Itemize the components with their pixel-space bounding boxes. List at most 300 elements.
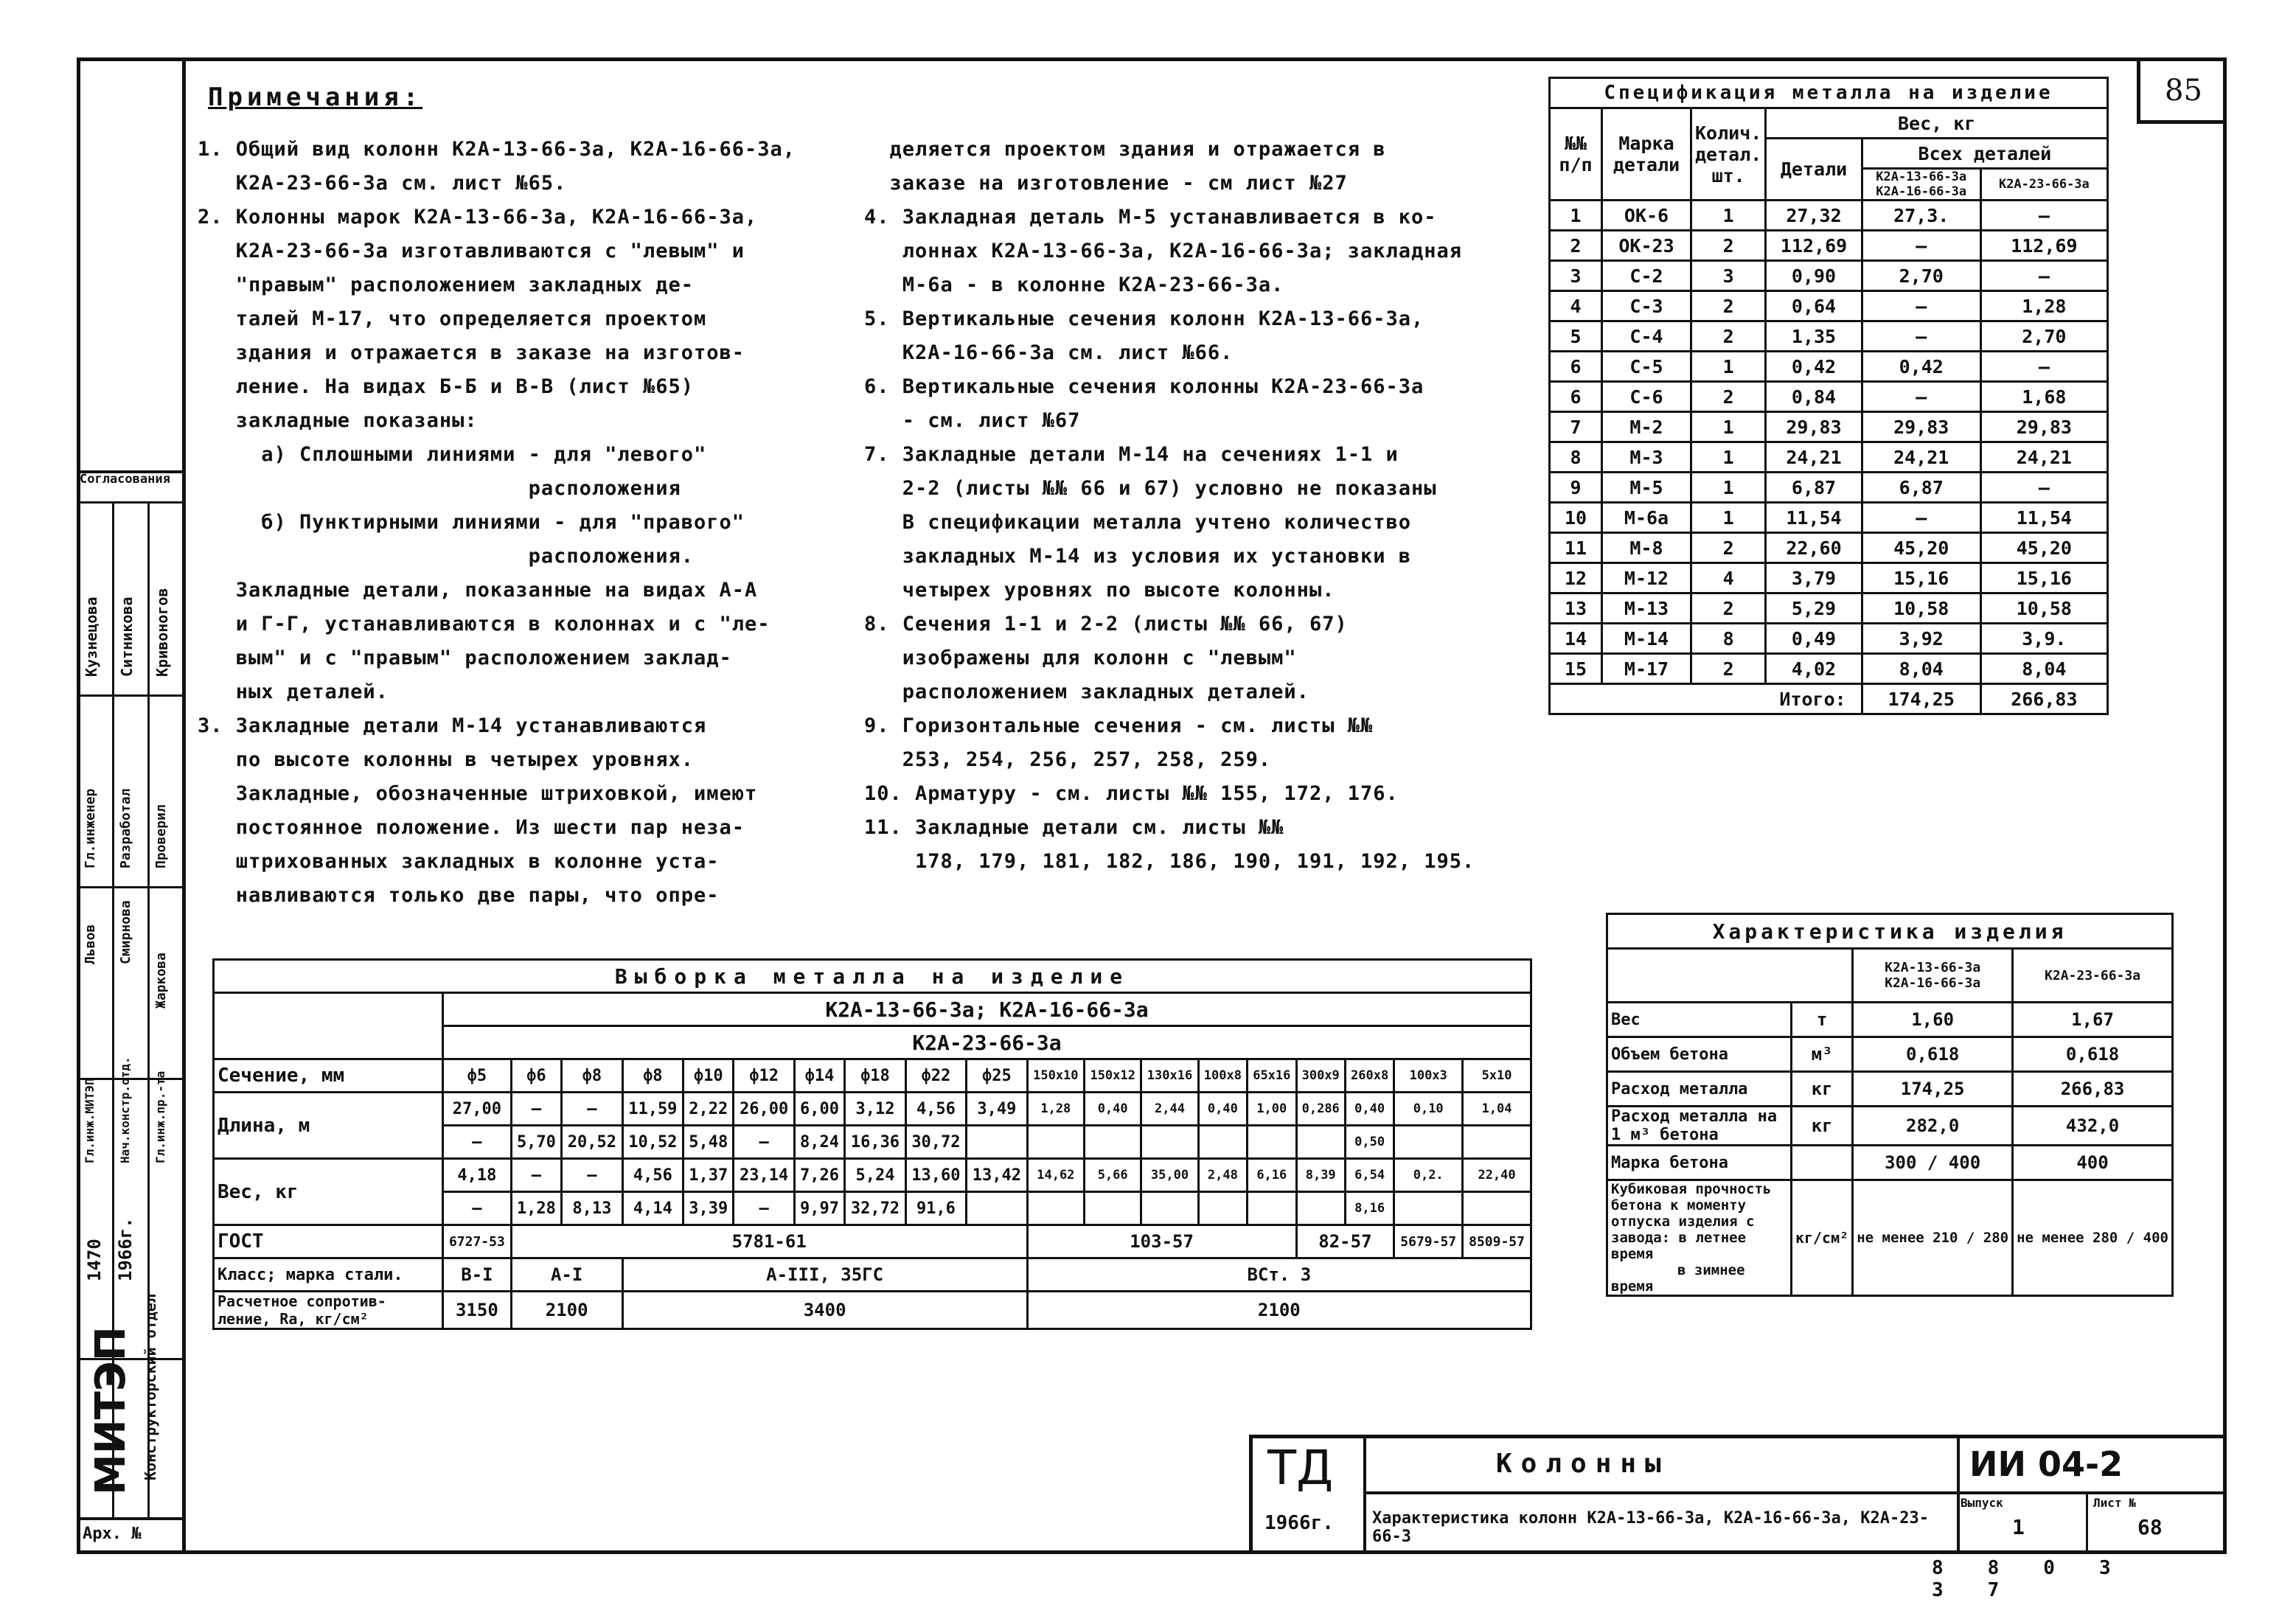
- sel-cell: [967, 1192, 1027, 1225]
- sel-cell: 4,18: [443, 1159, 512, 1192]
- note-line: "правым" расположением закладных де-: [198, 274, 694, 296]
- sel-cell: 5,70: [511, 1126, 561, 1159]
- sel-cell: 5х10: [1463, 1059, 1531, 1093]
- org-name: МИТЭП: [87, 1326, 135, 1495]
- spec-cell: —: [1862, 291, 1980, 321]
- spec-cell: 0,42: [1862, 352, 1980, 382]
- sel-cell: 3,12: [845, 1093, 905, 1126]
- spec-cell: 3,9.: [1980, 624, 2107, 654]
- spec-cell: 2: [1691, 382, 1766, 412]
- spec-cell: 11,54: [1766, 503, 1862, 533]
- spec-cell: 6: [1550, 352, 1602, 382]
- spec-h-qty: Колич. детал. шт.: [1691, 108, 1766, 201]
- char-cell: кг: [1791, 1107, 1852, 1146]
- spec-cell: С-2: [1602, 261, 1691, 291]
- spec-cell: 9: [1550, 473, 1602, 503]
- char-cell: 1,67: [2013, 1003, 2173, 1037]
- notes-title: Примечания:: [208, 83, 423, 112]
- sel-cell: ф22: [905, 1059, 966, 1093]
- sel-cell: —: [511, 1093, 561, 1126]
- note-line: К2А-23-66-3а изготавливаются с "левым" и: [198, 240, 745, 262]
- note-line: закладные показаны:: [198, 409, 478, 432]
- char-cell: 300 / 400: [1853, 1146, 2013, 1180]
- sel-cell: ф14: [794, 1059, 844, 1093]
- sel-cell: 11,59: [622, 1093, 683, 1126]
- spec-cell: 24,21: [1980, 442, 2107, 473]
- spec-cell: М-8: [1602, 533, 1691, 563]
- sel-cell: 7,26: [794, 1159, 844, 1192]
- spec-cell: С-4: [1602, 321, 1691, 352]
- sel-cell: [1296, 1192, 1345, 1225]
- sel-cell: 1,28: [511, 1192, 561, 1225]
- spec-cell: —: [1862, 231, 1980, 261]
- spec-row: [1550, 291, 2108, 321]
- role-developed: Разработал: [118, 788, 133, 868]
- note-line: заказе на изготовление - см лист №27: [864, 172, 1348, 195]
- spec-cell: 112,69: [1766, 231, 1862, 261]
- sel-cell: [1085, 1126, 1141, 1159]
- sel-gost-1: 5781-61: [511, 1225, 1027, 1258]
- sel-cell: [1248, 1192, 1296, 1225]
- sel-cell: 8,13: [562, 1192, 622, 1225]
- spec-cell: 3: [1691, 261, 1766, 291]
- note-line: 5. Вертикальные сечения колонн К2А-13-66-3а,: [864, 307, 1424, 330]
- spec-cell: 10,58: [1862, 593, 1980, 624]
- char-cell: кг: [1791, 1072, 1852, 1107]
- spec-cell: 45,20: [1862, 533, 1980, 563]
- dept-name: Конструкторский отдел: [142, 1294, 159, 1480]
- sel-cell: 6,16: [1248, 1159, 1296, 1192]
- spec-cell: 2: [1691, 593, 1766, 624]
- note-line: - см. лист №67: [864, 409, 1081, 432]
- spec-cell: 2: [1691, 231, 1766, 261]
- sel-title: Выборка металла на изделие: [214, 960, 1531, 993]
- note-line: Закладные, обозначенные штриховкой, имеют: [198, 782, 758, 805]
- spec-cell: 4: [1691, 563, 1766, 593]
- spec-cell: 0,84: [1766, 382, 1862, 412]
- spec-cell: 2: [1691, 321, 1766, 352]
- spec-cell: 14: [1550, 624, 1602, 654]
- sel-cell: —: [443, 1192, 512, 1225]
- sel-cell: ф12: [734, 1059, 794, 1093]
- spec-cell: —: [1862, 382, 1980, 412]
- sel-gost-0: 6727-53: [443, 1225, 512, 1258]
- spec-h-weight: Вес, кг: [1766, 108, 2108, 139]
- stamp-td: ТД: [1267, 1441, 1334, 1496]
- title-stamp: [1249, 1435, 2227, 1554]
- sel-cell: 0,40: [1198, 1093, 1247, 1126]
- sel-gost-4: 5679-57: [1394, 1225, 1463, 1258]
- spec-total-c1: 174,25: [1862, 684, 1980, 714]
- note-line: расположением закладных деталей.: [864, 680, 1309, 703]
- sel-cell: [1027, 1126, 1084, 1159]
- spec-cell: 27,3.: [1862, 201, 1980, 231]
- sel-cell: 13,60: [905, 1159, 966, 1192]
- spec-cell: 4: [1550, 291, 1602, 321]
- spec-cell: 2,70: [1862, 261, 1980, 291]
- note-line: б) Пунктирными линиями - для "правого": [198, 511, 745, 534]
- role-dept-head: Нач.констр.отд.: [118, 1056, 132, 1163]
- spec-cell: 8: [1691, 624, 1766, 654]
- sel-cell: [1141, 1126, 1198, 1159]
- sel-sub1: К2А-13-66-3а; К2А-16-66-3а: [443, 993, 1531, 1026]
- char-strength-c1: не менее 210 / 280: [1853, 1180, 2013, 1296]
- sel-resist-3: 2100: [1027, 1292, 1531, 1329]
- spec-cell: 6,87: [1766, 473, 1862, 503]
- spec-row: [1550, 231, 2108, 261]
- spec-cell: 45,20: [1980, 533, 2107, 563]
- spec-cell: 8,04: [1862, 654, 1980, 684]
- spec-h-detail: Детали: [1766, 139, 1862, 201]
- spec-row: [1550, 261, 2108, 291]
- spec-cell: 2: [1550, 231, 1602, 261]
- sel-cell: 20,52: [562, 1126, 622, 1159]
- sel-resist-2: 3400: [622, 1292, 1027, 1329]
- char-cell: 0,618: [2013, 1037, 2173, 1072]
- note-line: 7. Закладные детали М-14 на сечениях 1-1 и: [864, 443, 1399, 466]
- spec-cell: 11: [1550, 533, 1602, 563]
- char-cell: Марка бетона: [1607, 1146, 1792, 1180]
- stamp-year: 1966г.: [1264, 1512, 1334, 1534]
- spec-cell: 3,92: [1862, 624, 1980, 654]
- spec-row: [1550, 563, 2108, 593]
- stamp-td-box: [1253, 1438, 1366, 1550]
- spec-cell: 1: [1691, 201, 1766, 231]
- char-cell: 266,83: [2013, 1072, 2173, 1107]
- sel-cell: 2,48: [1198, 1159, 1247, 1192]
- sel-cell: 35,00: [1141, 1159, 1198, 1192]
- spec-cell: 2: [1691, 291, 1766, 321]
- sel-row-section: Сечение, мм: [214, 1059, 443, 1093]
- sel-gost-3: 82-57: [1296, 1225, 1394, 1258]
- spec-cell: 0,42: [1766, 352, 1862, 382]
- sel-cell: 65х16: [1248, 1059, 1296, 1093]
- name-smirnova: Смирнова: [118, 900, 133, 964]
- stamp-issue: 1: [2012, 1515, 2025, 1539]
- char-title: Характеристика изделия: [1607, 914, 2173, 949]
- role-mitep-engineer: Гл.инж.МИТЭП: [83, 1078, 97, 1163]
- spec-cell: М-2: [1602, 412, 1691, 442]
- spec-cell: 1: [1550, 201, 1602, 231]
- char-strength-label: Кубиковая прочность бетона к моменту отпуска изделия с завода: в летнее время в зимнее время: [1607, 1180, 1792, 1296]
- char-cell: Объем бетона: [1607, 1037, 1792, 1072]
- spec-cell: 3,79: [1766, 563, 1862, 593]
- spec-title: Спецификация металла на изделие: [1550, 78, 2108, 108]
- sel-cell: ф8: [562, 1059, 622, 1093]
- name-lvov: Львов: [83, 924, 98, 964]
- note-line: Закладные детали, показанные на видах А-А: [198, 579, 758, 602]
- spec-cell: 8,04: [1980, 654, 2107, 684]
- char-cell: Вес: [1607, 1003, 1792, 1037]
- note-line: расположения: [198, 477, 681, 500]
- note-line: 2. Колонны марок К2А-13-66-3а, К2А-16-66-3а,: [198, 206, 758, 229]
- spec-cell: М-14: [1602, 624, 1691, 654]
- role-chief-engineer: Гл.инженер: [83, 788, 98, 868]
- char-row: [1607, 1037, 2173, 1072]
- note-line: талей М-17, что определяется проектом: [198, 307, 707, 330]
- sel-cell: 0,286: [1296, 1093, 1345, 1126]
- spec-cell: 15,16: [1980, 563, 2107, 593]
- note-line: вым" и с "правым" расположением заклад-: [198, 647, 732, 669]
- metal-spec-table: [1548, 77, 2109, 715]
- spec-cell: —: [1980, 261, 2107, 291]
- note-line: В спецификации металла учтено количество: [864, 511, 1411, 534]
- spec-cell: М-3: [1602, 442, 1691, 473]
- spec-cell: 7: [1550, 412, 1602, 442]
- sel-cell: —: [734, 1192, 794, 1225]
- sel-row-class: Класс; марка стали.: [214, 1258, 443, 1292]
- name-zharkova: Жаркова: [153, 953, 169, 1009]
- note-line: М-6а - в колонне К2А-23-66-3а.: [864, 274, 1284, 296]
- sel-cell: 260х8: [1345, 1059, 1394, 1093]
- char-strength-c2: не менее 280 / 400: [2013, 1180, 2173, 1296]
- notes-column-1: [198, 133, 861, 913]
- spec-cell: 13: [1550, 593, 1602, 624]
- sel-cell: 150х10: [1027, 1059, 1084, 1093]
- sel-cell: 5,48: [683, 1126, 734, 1159]
- role-project-engineer: Гл.инж.пр.-та: [153, 1070, 167, 1163]
- spec-row: [1550, 352, 2108, 382]
- sel-cell: 32,72: [845, 1192, 905, 1225]
- sel-cell: 100х8: [1198, 1059, 1247, 1093]
- spec-cell: —: [1862, 503, 1980, 533]
- spec-cell: 1: [1691, 412, 1766, 442]
- spec-cell: 27,32: [1766, 201, 1862, 231]
- sel-cell: 23,14: [734, 1159, 794, 1192]
- sel-cell: 16,36: [845, 1126, 905, 1159]
- spec-cell: 1: [1691, 352, 1766, 382]
- spec-cell: 29,83: [1980, 412, 2107, 442]
- archive-number-label: Арх. №: [83, 1525, 142, 1543]
- char-cell: 1,60: [1853, 1003, 2013, 1037]
- sel-cell: 1,37: [683, 1159, 734, 1192]
- stamp-h-issue: Выпуск: [1961, 1496, 2003, 1510]
- char-cell: 432,0: [2013, 1107, 2173, 1146]
- sel-row-gost: ГОСТ: [214, 1225, 443, 1258]
- spec-cell: 6,87: [1862, 473, 1980, 503]
- sel-gost-2: 103-57: [1027, 1225, 1296, 1258]
- spec-cell: ОК-6: [1602, 201, 1691, 231]
- sel-cell: 22,40: [1463, 1159, 1531, 1192]
- sel-cell: 5,24: [845, 1159, 905, 1192]
- sel-cell: [1085, 1192, 1141, 1225]
- char-cell: 400: [2013, 1146, 2173, 1180]
- spec-cell: 2,70: [1980, 321, 2107, 352]
- char-cell: 282,0: [1853, 1107, 2013, 1146]
- char-cell: 0,618: [1853, 1037, 2013, 1072]
- spec-row: [1550, 382, 2108, 412]
- sel-cell: [1394, 1126, 1463, 1159]
- spec-cell: —: [1980, 473, 2107, 503]
- char-cell: м³: [1791, 1037, 1852, 1072]
- sel-cell: —: [562, 1093, 622, 1126]
- spec-cell: 1,28: [1980, 291, 2107, 321]
- spec-row: [1550, 533, 2108, 563]
- spec-cell: 29,83: [1862, 412, 1980, 442]
- char-cell: т: [1791, 1003, 1852, 1037]
- spec-cell: —: [1862, 321, 1980, 352]
- spec-cell: 2: [1691, 654, 1766, 684]
- sel-cell: [1394, 1192, 1463, 1225]
- note-line: расположения.: [198, 545, 694, 568]
- sel-cell: 26,00: [734, 1093, 794, 1126]
- spec-cell: 2: [1691, 533, 1766, 563]
- note-line: 2-2 (листы №№ 66 и 67) условно не показаны: [864, 477, 1437, 500]
- spec-cell: С-3: [1602, 291, 1691, 321]
- note-line: лоннах К2А-13-66-3а, К2А-16-66-3а; закладная: [864, 240, 1463, 262]
- sel-cell: ф25: [967, 1059, 1027, 1093]
- sheet-number: 1470: [84, 1239, 105, 1281]
- stamp-name: Колонны: [1496, 1449, 1670, 1479]
- sel-cell: [1198, 1126, 1247, 1159]
- sel-cell: 13,42: [967, 1159, 1027, 1192]
- sel-row-weight: Вес, кг: [214, 1159, 443, 1225]
- sel-cell: 8,24: [794, 1126, 844, 1159]
- sel-cell: 8,39: [1296, 1159, 1345, 1192]
- note-line: 178, 179, 181, 182, 186, 190, 191, 192, 195.: [864, 850, 1475, 873]
- spec-cell: 5,29: [1766, 593, 1862, 624]
- sel-cell: [1463, 1126, 1531, 1159]
- sel-cell: 8,16: [1345, 1192, 1394, 1225]
- sel-cell: 10,52: [622, 1126, 683, 1159]
- spec-row: [1550, 442, 2108, 473]
- sel-cell: 130х16: [1141, 1059, 1198, 1093]
- note-line: 1. Общий вид колонн К2А-13-66-3а, К2А-16-66-3а,: [198, 138, 796, 161]
- sel-cell: 0,40: [1345, 1093, 1394, 1126]
- spec-cell: 0,64: [1766, 291, 1862, 321]
- spec-cell: 4,02: [1766, 654, 1862, 684]
- note-line: 4. Закладная деталь М-5 устанавливается в ко-: [864, 206, 1437, 229]
- sel-sub2: К2А-23-66-3а: [443, 1026, 1531, 1059]
- spec-row: [1550, 201, 2108, 231]
- spec-h-num: №№ п/п: [1550, 108, 1602, 201]
- product-characteristics-table: [1606, 913, 2174, 1297]
- char-cell: Расход металла: [1607, 1072, 1792, 1107]
- spec-cell: 10: [1550, 503, 1602, 533]
- sel-gost-5: 8509-57: [1463, 1225, 1531, 1258]
- sel-cell: 6,00: [794, 1093, 844, 1126]
- sel-resist-1: 2100: [511, 1292, 622, 1329]
- spec-cell: 5: [1550, 321, 1602, 352]
- stamp-below: 8803 37: [1932, 1557, 2155, 1601]
- spec-cell: 1,35: [1766, 321, 1862, 352]
- role-checked: Проверил: [153, 804, 169, 868]
- stamp-h-sheet: Лист №: [2093, 1496, 2136, 1510]
- sel-cell: ф6: [511, 1059, 561, 1093]
- sel-cell: [1141, 1192, 1198, 1225]
- sel-row-length: Длина, м: [214, 1093, 443, 1159]
- sel-cell: 5,66: [1085, 1159, 1141, 1192]
- spec-h-all: Всех деталей: [1862, 139, 2107, 169]
- sel-cell: 3,49: [967, 1093, 1027, 1126]
- note-line: 11. Закладные детали см. листы №№: [864, 816, 1284, 839]
- sel-cell: 0,50: [1345, 1126, 1394, 1159]
- note-line: ление. На видах Б-Б и В-В (лист №65): [198, 375, 694, 398]
- spec-cell: 11,54: [1980, 503, 2107, 533]
- note-line: постоянное положение. Из шести пар неза-: [198, 816, 745, 839]
- name-sitnikova: Ситникова: [118, 596, 136, 677]
- spec-row: [1550, 412, 2108, 442]
- sel-cell: 9,97: [794, 1192, 844, 1225]
- spec-cell: 1,68: [1980, 382, 2107, 412]
- spec-cell: —: [1980, 201, 2107, 231]
- char-row: [1607, 1003, 2173, 1037]
- spec-cell: 12: [1550, 563, 1602, 593]
- sel-class-0: В-I: [443, 1258, 512, 1292]
- sel-class-1: А-I: [511, 1258, 622, 1292]
- spec-cell: С-5: [1602, 352, 1691, 382]
- sel-cell: 0,2.: [1394, 1159, 1463, 1192]
- note-line: 8. Сечения 1-1 и 2-2 (листы №№ 66, 67): [864, 613, 1348, 635]
- spec-cell: М-12: [1602, 563, 1691, 593]
- note-line: четырех уровнях по высоте колонны.: [864, 579, 1335, 602]
- note-line: деляется проектом здания и отражается в: [864, 138, 1386, 161]
- sel-cell: 150х12: [1085, 1059, 1141, 1093]
- sel-cell: [1198, 1192, 1247, 1225]
- note-line: 9. Горизонтальные сечения - см. листы №№: [864, 714, 1374, 737]
- notes-column-2: [864, 133, 1542, 879]
- sel-cell: ф18: [845, 1059, 905, 1093]
- sel-cell: 1,04: [1463, 1093, 1531, 1126]
- name-kuznetsova: Кузнецова: [83, 596, 100, 677]
- spec-cell: 3: [1550, 261, 1602, 291]
- spec-row: [1550, 321, 2108, 352]
- char-h-c1: К2А-13-66-3а К2А-16-66-3а: [1853, 949, 2013, 1003]
- spec-cell: 6: [1550, 382, 1602, 412]
- note-line: закладных М-14 из условия их установки в: [864, 545, 1411, 568]
- spec-row: [1550, 473, 2108, 503]
- spec-cell: 1: [1691, 473, 1766, 503]
- sel-cell: ф5: [443, 1059, 512, 1093]
- sel-class-2: А-III, 35ГС: [622, 1258, 1027, 1292]
- spec-cell: 15,16: [1862, 563, 1980, 593]
- sel-cell: 2,44: [1141, 1093, 1198, 1126]
- stamp-sheet: 68: [2137, 1515, 2163, 1539]
- spec-cell: ОК-23: [1602, 231, 1691, 261]
- spec-cell: 1: [1691, 503, 1766, 533]
- spec-cell: 24,21: [1862, 442, 1980, 473]
- char-cell: 174,25: [1853, 1072, 2013, 1107]
- note-line: 10. Арматуру - см. листы №№ 155, 172, 176.: [864, 782, 1399, 805]
- sel-cell: 14,62: [1027, 1159, 1084, 1192]
- spec-row: [1550, 503, 2108, 533]
- spec-cell: М-13: [1602, 593, 1691, 624]
- spec-cell: М-5: [1602, 473, 1691, 503]
- note-line: К2А-16-66-3а см. лист №66.: [864, 341, 1234, 364]
- sel-cell: ф8: [622, 1059, 683, 1093]
- sel-cell: 4,56: [905, 1093, 966, 1126]
- sel-cell: —: [562, 1159, 622, 1192]
- spec-cell: М-6а: [1602, 503, 1691, 533]
- sel-cell: 6,54: [1345, 1159, 1394, 1192]
- sel-cell: 0,40: [1085, 1093, 1141, 1126]
- spec-h-c1: К2А-13-66-3а К2А-16-66-3а: [1862, 169, 1980, 201]
- char-cell: Расход металла на 1 м³ бетона: [1607, 1107, 1792, 1146]
- spec-h-c2: К2А-23-66-3а: [1980, 169, 2107, 201]
- char-strength-unit: кг/см²: [1791, 1180, 1852, 1296]
- note-line: 6. Вертикальные сечения колонны К2А-23-66-3а: [864, 375, 1424, 398]
- note-line: К2А-23-66-3а см. лист №65.: [198, 172, 567, 195]
- metal-selection-table: [212, 958, 1532, 1330]
- spec-row: [1550, 654, 2108, 684]
- spec-total-label: Итого:: [1550, 684, 1862, 714]
- stamp-desc: Характеристика колонн К2А-13-66-3а, К2А-16-66-3а, К2А-23-66-3: [1372, 1509, 1929, 1546]
- spec-cell: М-17: [1602, 654, 1691, 684]
- sel-cell: 27,00: [443, 1093, 512, 1126]
- spec-cell: 0,90: [1766, 261, 1862, 291]
- sel-row-resist: Расчетное сопротив- ление, Rа, кг/см²: [214, 1292, 443, 1329]
- spec-cell: 10,58: [1980, 593, 2107, 624]
